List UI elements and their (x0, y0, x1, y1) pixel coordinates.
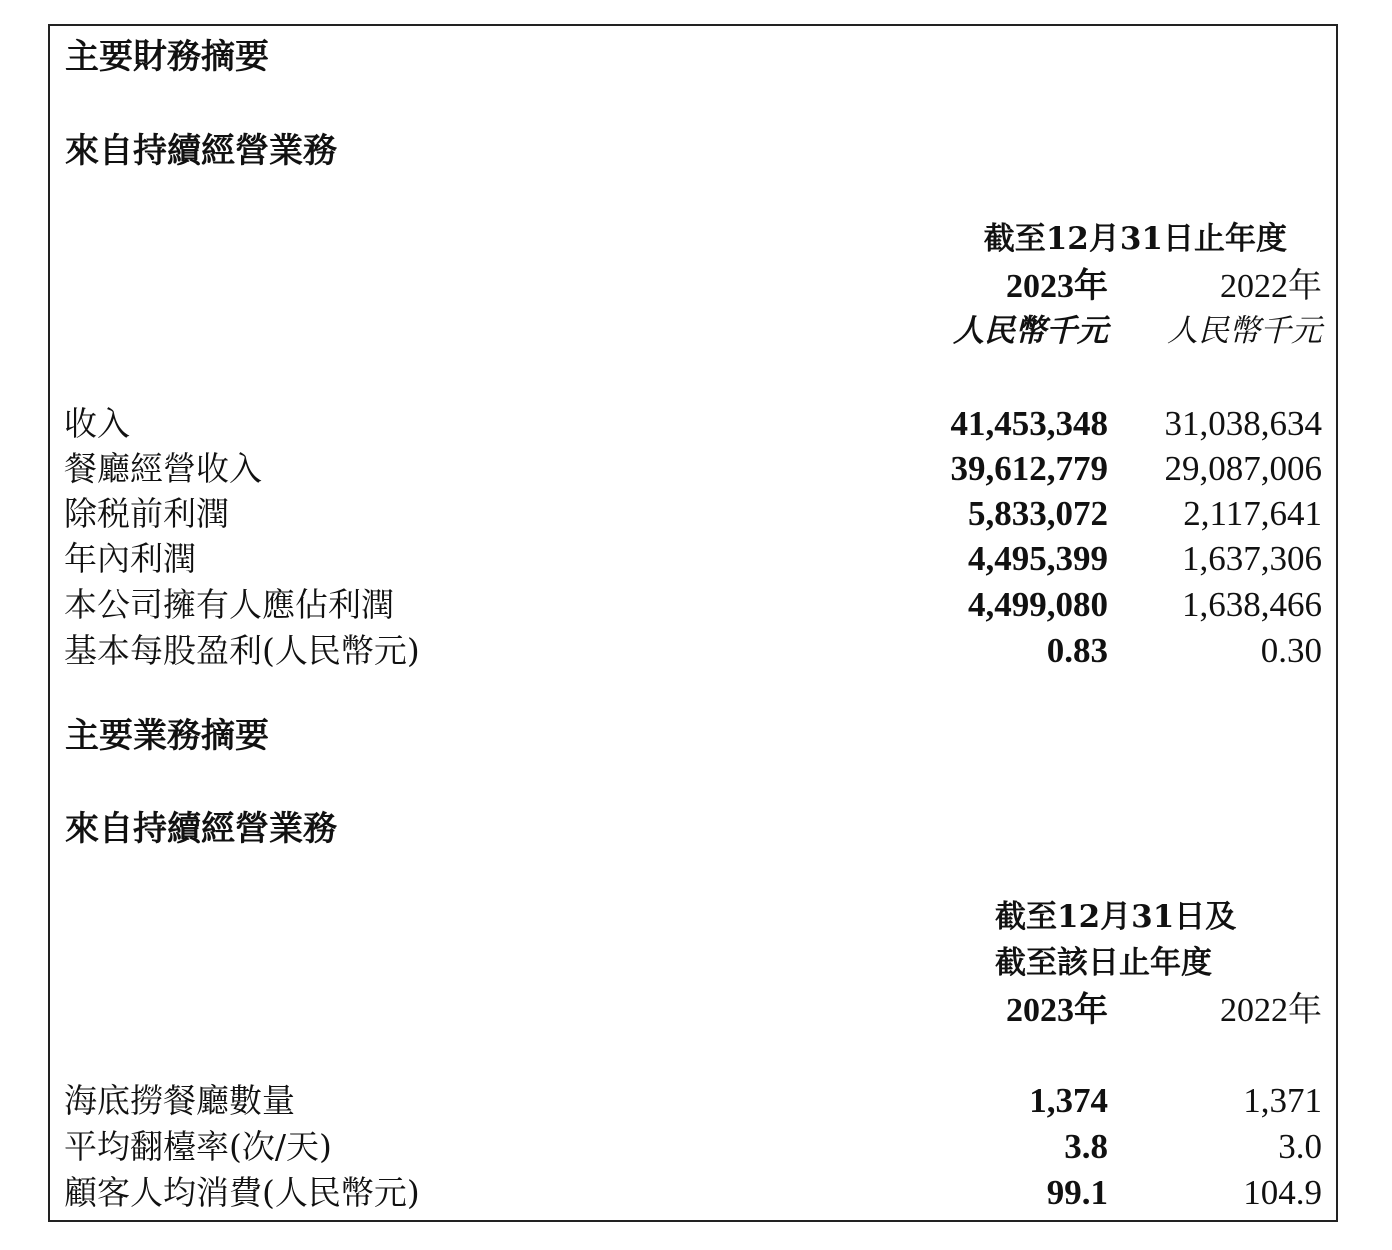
row-label-restaurant-revenue: 餐廳經營收入 (64, 449, 262, 488)
row-value-prior: 104.9 (1243, 1173, 1322, 1212)
row-value-current: 39,612,779 (950, 449, 1108, 488)
financial-year-prior: 2022年 (1220, 268, 1322, 305)
row-label-profit-attributable: 本公司擁有人應佔利潤 (64, 585, 394, 624)
row-value-prior: 1,638,466 (1182, 585, 1322, 624)
row-label-basic-eps: 基本每股盈利(人民幣元) (64, 631, 420, 670)
financial-summary-title: 主要財務摘要 (65, 37, 269, 77)
financial-period-header: 截至12月31日止年度 (983, 221, 1287, 257)
row-value-prior: 29,087,006 (1164, 449, 1322, 488)
row-label-table-turnover: 平均翻檯率(次/天) (64, 1127, 332, 1166)
financial-unit-current: 人民幣千元 (953, 313, 1108, 349)
business-year-current: 2023年 (1006, 992, 1108, 1029)
row-value-current: 5,833,072 (968, 494, 1108, 533)
row-value-prior: 0.30 (1260, 631, 1322, 670)
row-label-profit-for-year: 年內利潤 (64, 539, 196, 578)
row-value-current: 99.1 (1046, 1173, 1108, 1212)
row-value-current: 4,495,399 (968, 539, 1108, 578)
business-period-header-line2: 截至該日止年度 (995, 945, 1212, 981)
row-label-revenue: 收入 (64, 404, 130, 443)
business-summary-subtitle: 來自持續經營業務 (65, 809, 337, 849)
row-value-prior: 31,038,634 (1164, 404, 1322, 443)
row-value-prior: 3.0 (1278, 1127, 1322, 1166)
business-period-header-line1: 截至12月31日及 (995, 899, 1237, 935)
financial-year-current: 2023年 (1006, 268, 1108, 305)
row-label-spending-per-guest: 顧客人均消費(人民幣元) (64, 1173, 420, 1212)
row-value-prior: 2,117,641 (1183, 494, 1322, 533)
business-summary-title: 主要業務摘要 (65, 716, 269, 756)
row-value-prior: 1,371 (1243, 1081, 1322, 1120)
row-label-profit-before-tax: 除税前利潤 (64, 494, 229, 533)
business-year-prior: 2022年 (1220, 992, 1322, 1029)
financial-summary-subtitle: 來自持續經營業務 (65, 131, 337, 171)
row-value-current: 41,453,348 (950, 404, 1108, 443)
row-value-current: 0.83 (1046, 631, 1108, 670)
row-value-current: 4,499,080 (968, 585, 1108, 624)
row-value-prior: 1,637,306 (1182, 539, 1322, 578)
row-value-current: 3.8 (1064, 1127, 1108, 1166)
financial-unit-prior: 人民幣千元 (1167, 313, 1322, 349)
row-value-current: 1,374 (1029, 1081, 1108, 1120)
row-label-restaurant-count: 海底撈餐廳數量 (64, 1081, 295, 1120)
